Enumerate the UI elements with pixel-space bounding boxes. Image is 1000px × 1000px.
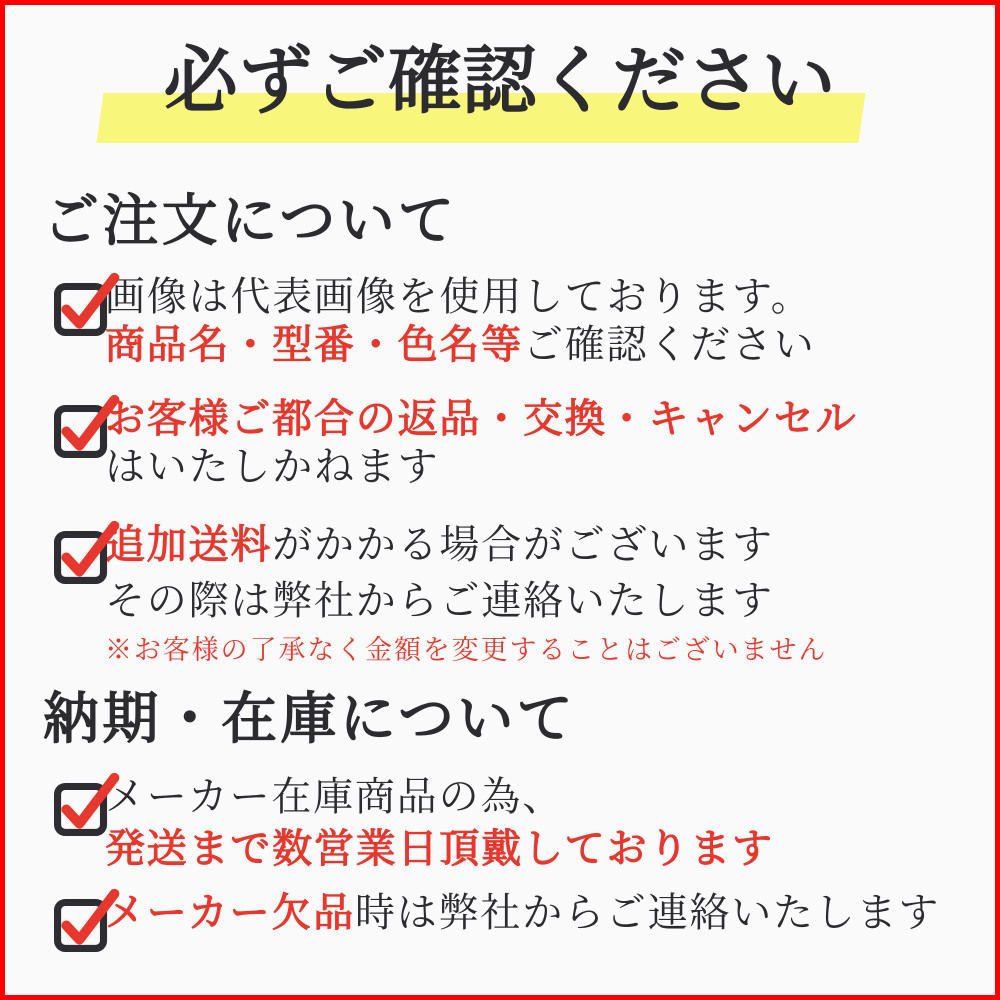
item-line-emphasis: 追加送料 [105,521,273,568]
item-text [105,395,925,491]
item-line-text: 画像は代表画像を使用しております。 [105,274,813,320]
checked-checkbox-icon [51,769,121,839]
title-banner [5,5,995,165]
item-line-text: はいたしかねます [105,444,440,490]
item-text [105,889,940,937]
section-heading-stock: 納期・在庫について [43,686,577,752]
checked-checkbox-icon [51,885,121,955]
checked-checkbox-icon [51,517,121,587]
item-line-emphasis: 商品名・型番・色名等 [105,321,523,368]
item-text [105,521,925,668]
checklist-item-maker-stock [53,773,925,873]
item-line-text: 時は弊社からご連絡いたします [355,890,941,936]
item-line-text: がかかる場合がございます [272,522,774,568]
checked-checkbox-icon [51,391,121,461]
item-text [105,773,925,873]
item-line-emphasis: メーカー欠品 [105,889,355,936]
checked-checkbox-icon [51,269,121,339]
item-line-emphasis: お客様ご都合の返品・交換・キャンセル [105,395,858,442]
item-footnote: ※お客様の了承なく金額を変更することはございません [105,635,828,666]
checklist-item-maker-shortage [53,889,940,937]
checklist-item-extra-shipping [53,521,925,668]
item-line-text: ご確認ください [523,322,816,368]
item-line-text: メーカー在庫商品の為、 [105,774,564,820]
item-text [105,273,925,369]
checklist-item-representative-image [53,273,925,369]
page-title: 必ずご確認ください [163,38,837,124]
checklist-item-returns [53,395,925,491]
item-line-emphasis: 発送まで数営業日頂戴しております [105,825,774,872]
item-line-text: その際は弊社からご連絡いたします [105,578,774,624]
section-heading-order: ご注文について [43,188,458,254]
